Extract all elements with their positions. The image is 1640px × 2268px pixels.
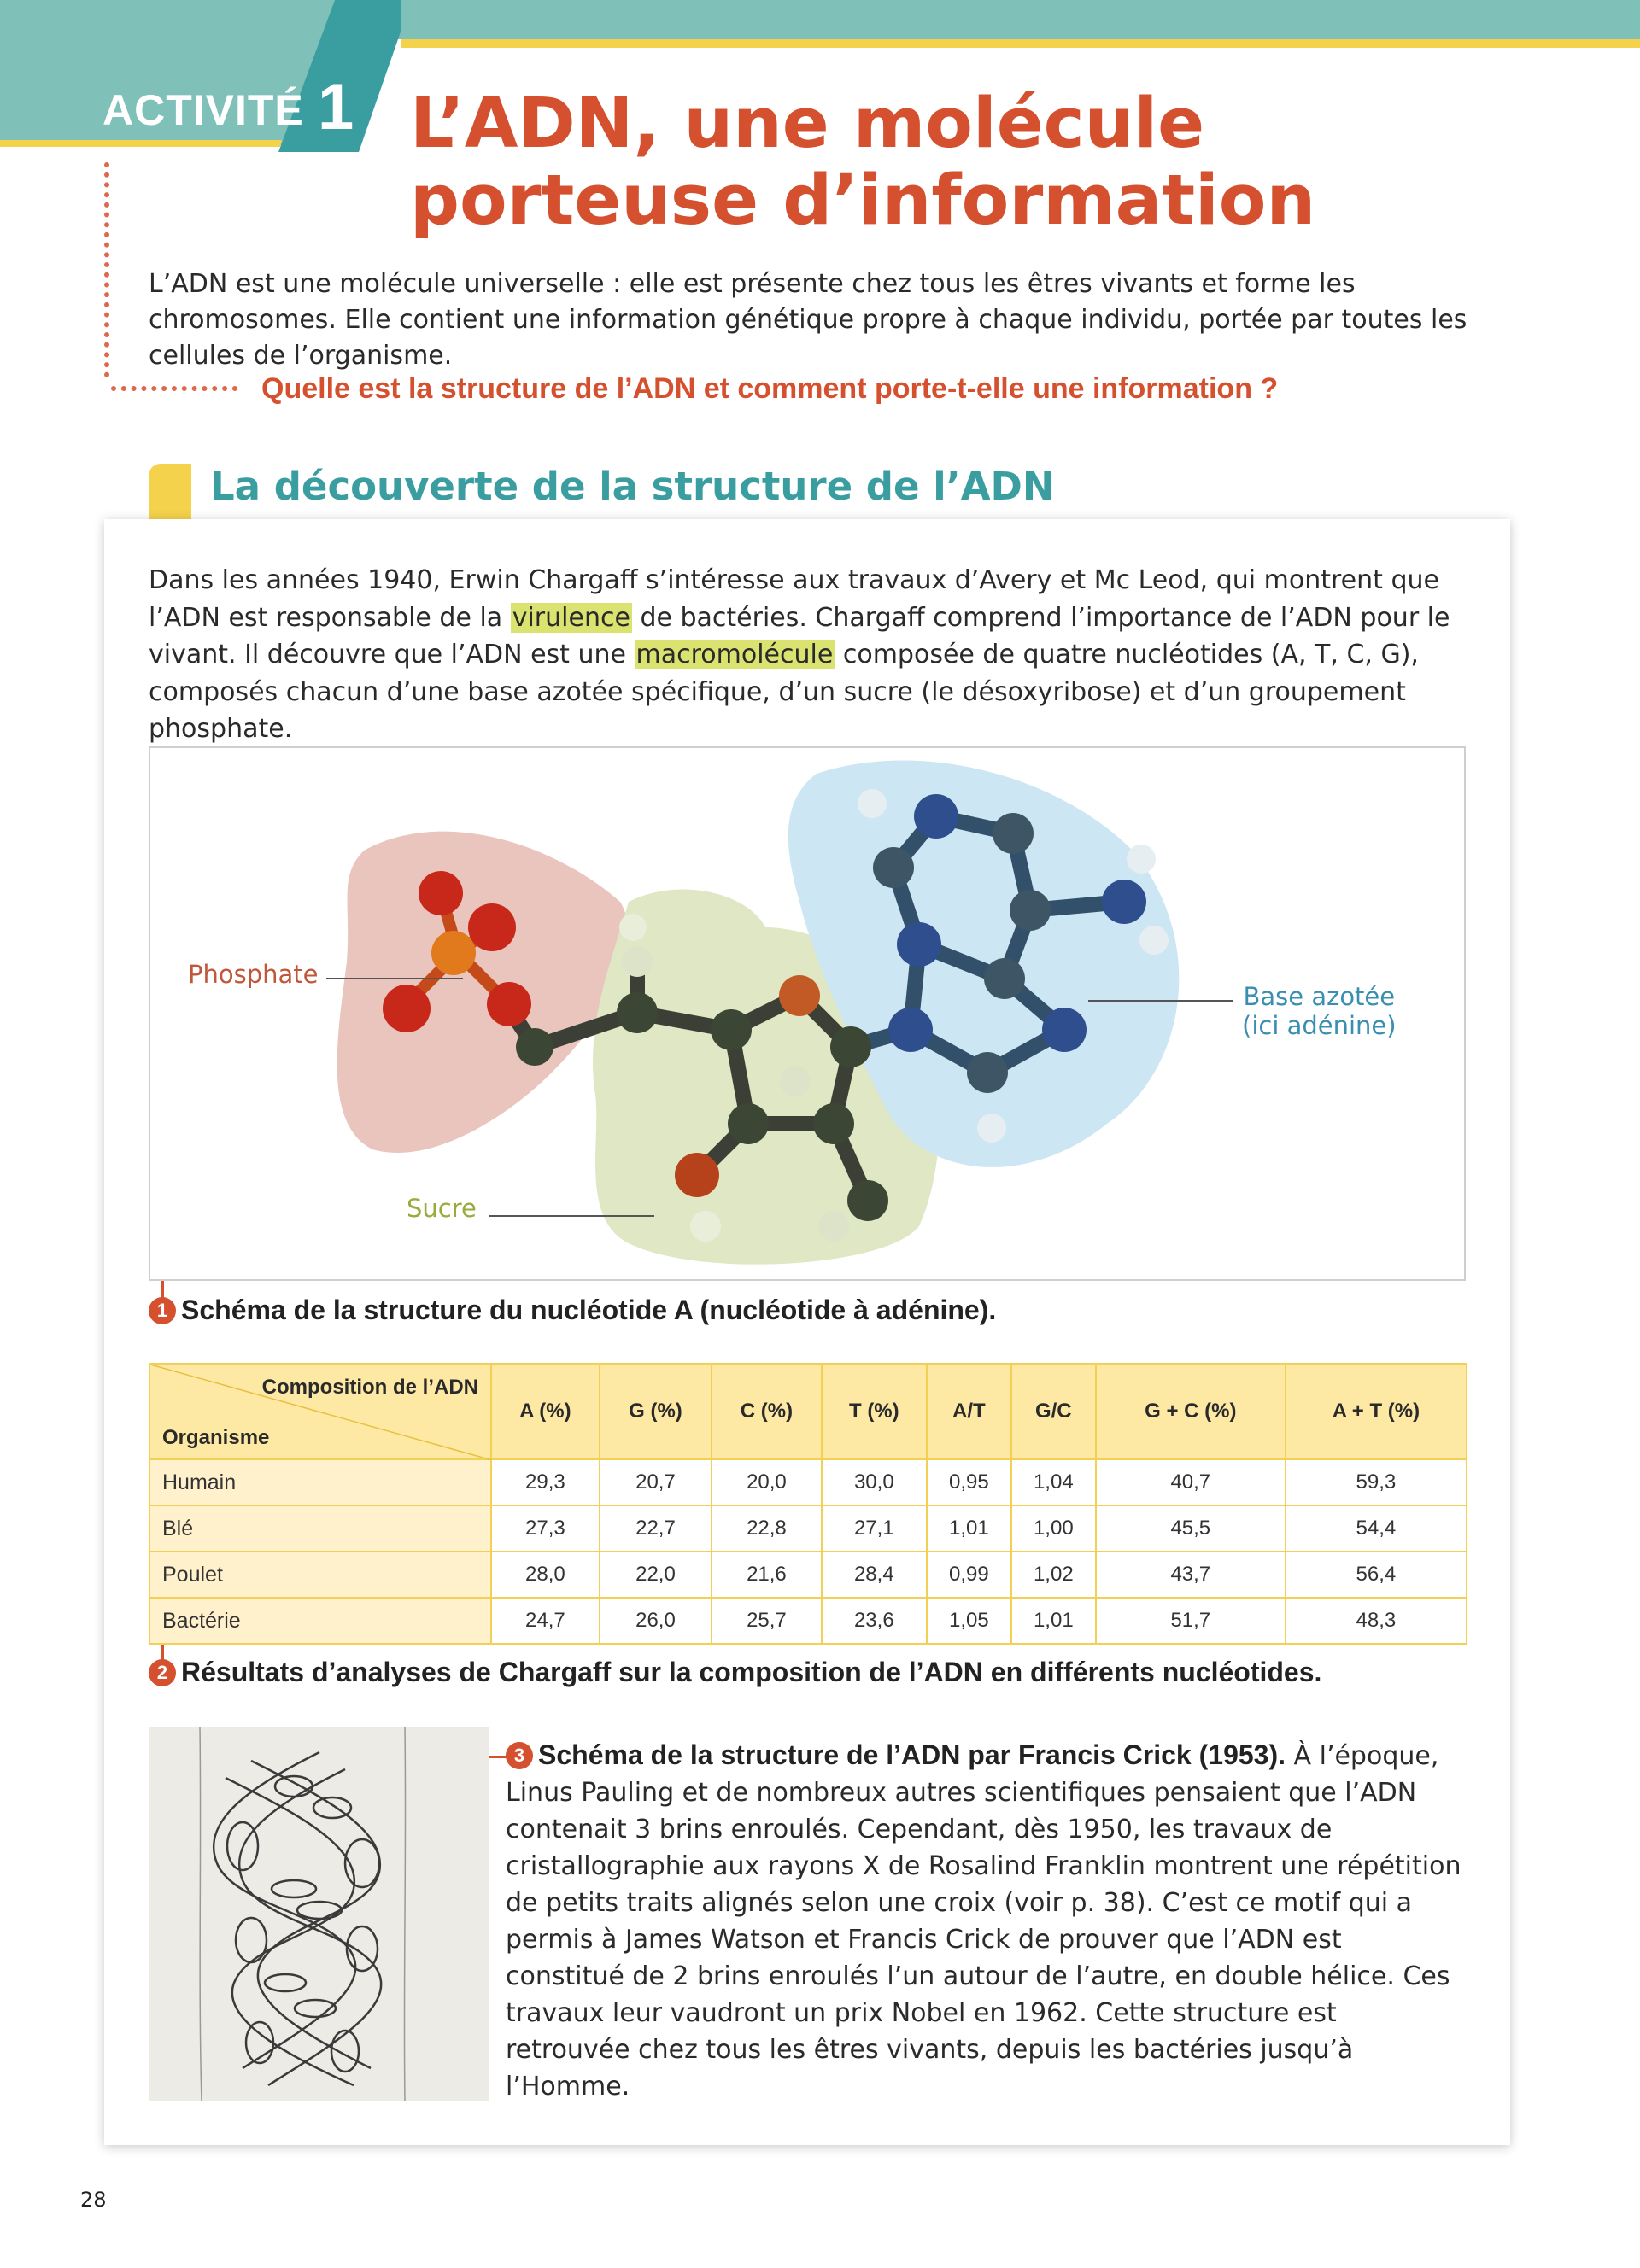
table-cell: 48,3 [1286, 1598, 1467, 1644]
activity-number: 1 [318, 71, 354, 143]
table-cell: 40,7 [1096, 1459, 1286, 1505]
para-text-1: Dans les années 1940, Erwin Chargaff s’intéresse aux travaux d’Avery et Mc Leod, qui montrent que l’ADN est responsable de la [149, 565, 1439, 633]
activity-label: ACTIVITÉ [102, 86, 304, 134]
table-cell: 54,4 [1286, 1505, 1467, 1552]
crick-text [506, 1737, 1467, 2105]
col-header: A/T [927, 1364, 1011, 1459]
col-header: A (%) [491, 1364, 600, 1459]
page-title: L’ADN, une molécule porteuse d’information [410, 84, 1316, 241]
section-marker [149, 464, 191, 520]
table-cell: 24,7 [491, 1598, 600, 1644]
figure3-number: 3 [506, 1742, 533, 1769]
row-organism: Bactérie [149, 1598, 491, 1644]
col-header: G/C [1011, 1364, 1096, 1459]
table-row [149, 1598, 1467, 1644]
corner-organisme: Organisme [162, 1426, 270, 1449]
col-header: A + T (%) [1286, 1364, 1467, 1459]
double-helix-sketch [149, 1727, 489, 2101]
row-organism: Humain [149, 1459, 491, 1505]
caption3-tick [489, 1756, 507, 1758]
table-corner-header [149, 1364, 491, 1459]
page-number: 28 [80, 2188, 107, 2212]
table-cell: 1,01 [927, 1505, 1011, 1552]
row-organism: Poulet [149, 1552, 491, 1598]
table-cell: 27,3 [491, 1505, 600, 1552]
label-base-azotee [1242, 982, 1397, 1040]
table-cell: 22,8 [712, 1505, 822, 1552]
table-cell: 20,7 [600, 1459, 712, 1505]
table-cell: 1,05 [927, 1598, 1011, 1644]
table-row [149, 1505, 1467, 1552]
figure3-body: À l’époque, Linus Pauling et de nombreux autres scientifiques pensaient que l’ADN contenait 3 brins enroulés. Cependant, dès 1950, les travaux de cristallographie aux rayons X de Rosalind Franklin montrent une répétition de petits traits alignés selon une croix (voir p. 38). C’est ce motif qui a permis à James Watson et Francis Crick de prouver que l’ADN est constitué de 2 brins enroulés l’un autour de l’autre, en double hélice. Ces travaux leur vaudront un prix Nobel en 1962. Cette structure est retrouvée chez tous les êtres vivants, depuis les bactéries jusqu’à l’Homme. [506, 1741, 1461, 2101]
section-title: La découverte de la structure de l’ADN [210, 464, 1055, 509]
keyword-macromolecule[interactable]: macromolécule [636, 640, 834, 669]
crick-sketch-image [149, 1727, 489, 2101]
label-phosphate: Phosphate [188, 960, 319, 989]
table-cell: 29,3 [491, 1459, 600, 1505]
table-cell: 56,4 [1286, 1552, 1467, 1598]
table-cell: 23,6 [822, 1598, 927, 1644]
table-cell: 26,0 [600, 1598, 712, 1644]
figure1-caption [149, 1295, 996, 1326]
table-cell: 1,00 [1011, 1505, 1096, 1552]
table-caption [149, 1657, 1321, 1688]
col-header: G + C (%) [1096, 1364, 1286, 1459]
table-row [149, 1459, 1467, 1505]
col-header: G (%) [600, 1364, 712, 1459]
figure3-caption: Schéma de la structure de l’ADN par Francis Crick (1953). [538, 1739, 1286, 1770]
table-cell: 1,02 [1011, 1552, 1096, 1598]
table-cell: 28,0 [491, 1552, 600, 1598]
nucleotide-figure [149, 746, 1466, 1281]
table-caption-text: Résultats d’analyses de Chargaff sur la composition de l’ADN en différents nucléotides. [181, 1657, 1322, 1687]
dotted-guide-vertical [104, 162, 109, 377]
table-cell: 0,95 [927, 1459, 1011, 1505]
table-cell: 30,0 [822, 1459, 927, 1505]
label-sucre: Sucre [407, 1194, 477, 1223]
col-header: C (%) [712, 1364, 822, 1459]
col-header: T (%) [822, 1364, 927, 1459]
table-cell: 45,5 [1096, 1505, 1286, 1552]
phosphate-region [337, 832, 629, 1153]
table-cell: 22,7 [600, 1505, 712, 1552]
chargaff-table [149, 1363, 1467, 1645]
label-base-line1: Base azotée [1243, 982, 1396, 1011]
chargaff-paragraph [149, 562, 1464, 748]
row-organism: Blé [149, 1505, 491, 1552]
table-row [149, 1552, 1467, 1598]
table-cell: 0,99 [927, 1552, 1011, 1598]
table-cell: 28,4 [822, 1552, 927, 1598]
para-text-2: de bactéries. Chargaff comprend l’importance de l’ADN pour le vivant. Il découvre que l’ADN est une [149, 602, 1450, 669]
dotted-guide-horizontal [111, 386, 237, 391]
corner-composition: Composition de l’ADN [261, 1376, 478, 1399]
table-cell: 1,04 [1011, 1459, 1096, 1505]
figure1-number: 1 [149, 1297, 176, 1324]
table-cell: 43,7 [1096, 1552, 1286, 1598]
table-cell: 1,01 [1011, 1598, 1096, 1644]
problem-question: Quelle est la structure de l’ADN et comment porte-t-elle une information ? [261, 372, 1279, 405]
table-number: 2 [149, 1659, 176, 1686]
table-cell: 59,3 [1286, 1459, 1467, 1505]
keyword-virulence[interactable]: virulence [512, 602, 630, 633]
table-cell: 51,7 [1096, 1598, 1286, 1644]
para-text-3: composée de quatre nucléotides (A, T, C, G), composés chacun d’une base azotée spécifique, d’un sucre (le désoxyribose) et d’un groupement phosphate. [149, 640, 1419, 744]
table-cell: 25,7 [712, 1598, 822, 1644]
figure1-caption-text: Schéma de la structure du nucléotide A (nucléotide à adénine). [181, 1295, 997, 1325]
header-accent-line [401, 39, 1640, 48]
table-cell: 20,0 [712, 1459, 822, 1505]
table-cell: 22,0 [600, 1552, 712, 1598]
intro-text: L’ADN est une molécule universelle : elle est présente chez tous les êtres vivants et forme les chromosomes. Elle contient une information génétique propre à chaque individu, portée par toutes les cellules de l’organisme. [149, 269, 1467, 371]
table-cell: 21,6 [712, 1552, 822, 1598]
table-cell: 27,1 [822, 1505, 927, 1552]
label-base-line2: (ici adénine) [1242, 1011, 1397, 1040]
